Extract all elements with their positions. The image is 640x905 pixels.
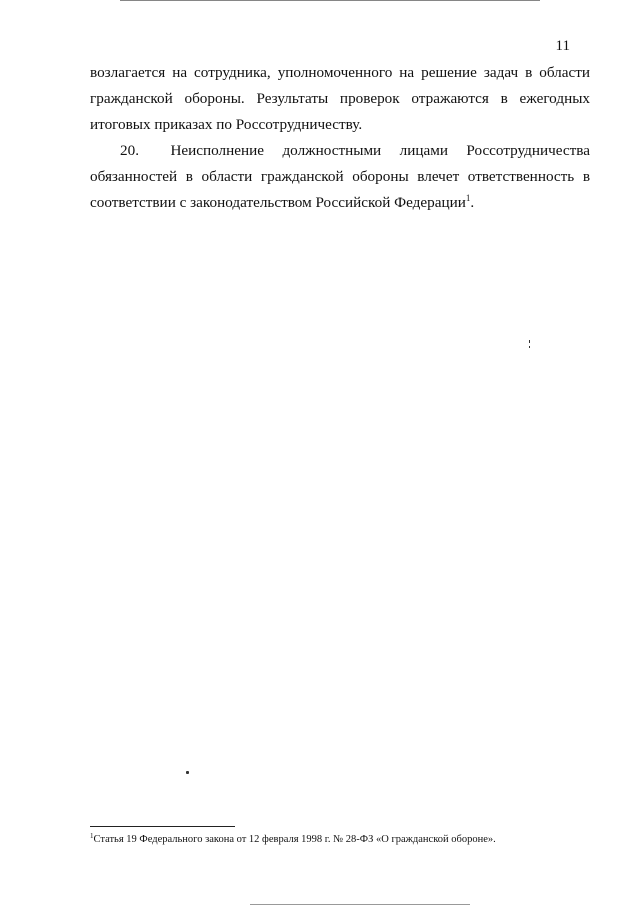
scan-speck <box>529 340 530 343</box>
scan-artifact-top <box>120 0 540 1</box>
footnote-text: Статья 19 Федерального закона от 12 февраля 1998 г. № 28-ФЗ «О гражданской обороне». <box>93 834 496 845</box>
paragraph-text: . <box>470 194 475 211</box>
page-number: 11 <box>555 38 570 54</box>
paragraph-line: обязанностей в области гражданской обороны влечет ответственность в <box>90 168 590 185</box>
footnote-marker: 1 <box>90 832 94 840</box>
paragraph-20 <box>90 138 590 216</box>
paragraph-text: Неисполнение должностными лицами Россотрудничества <box>170 142 590 159</box>
paragraph-line <box>90 138 590 164</box>
scan-speck <box>529 346 530 348</box>
paragraph-line: итоговых приказах по Россотрудничеству. <box>90 116 363 133</box>
paragraph-continued <box>90 60 590 138</box>
footnote-reference[interactable]: 1 <box>465 193 471 203</box>
paragraph-line: возлагается на сотрудника, уполномоченного на решение задач в области <box>90 64 590 81</box>
paragraph-text: соответствии с законодательством Российской Федерации <box>90 194 466 211</box>
paragraph-line: гражданской обороны. Результаты проверок отражаются в ежегодных <box>90 90 590 107</box>
paragraph-line <box>90 190 590 216</box>
scan-speck <box>186 771 189 774</box>
footnote-separator <box>90 826 235 827</box>
footnote <box>90 833 496 847</box>
paragraph-number: 20. <box>120 142 139 159</box>
